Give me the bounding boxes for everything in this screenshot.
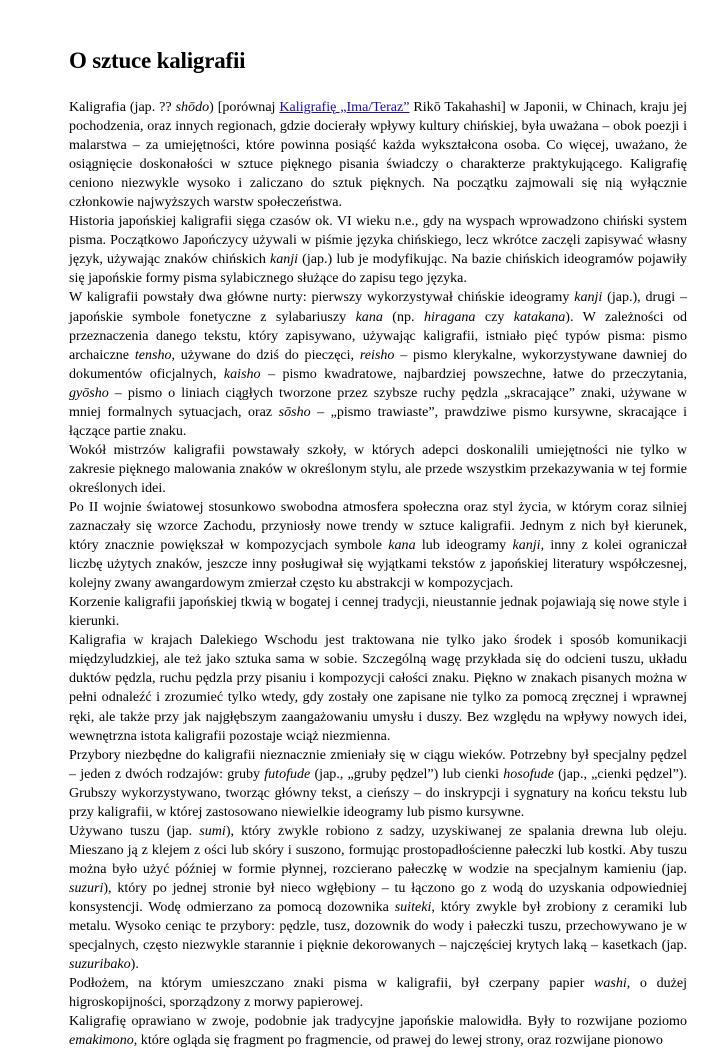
italic-term: gyōsho bbox=[69, 384, 109, 401]
text-run: ). W zależności od przeznaczenia danego tekstu, który zapisywano, używając kaligrafii, istniało pięć typów pisma: pismo archaiczne bbox=[69, 308, 687, 363]
paragraph bbox=[69, 98, 687, 212]
text-run: Używano tuszu (jap. bbox=[69, 822, 200, 839]
text-run: (jap., „gruby pędzel”) lub cienki bbox=[310, 765, 504, 782]
text-run: Kaligrafia (jap. ?? bbox=[69, 99, 176, 115]
italic-term: katakana bbox=[513, 308, 566, 325]
reference-link[interactable]: Kaligrafię „Ima/Teraz” bbox=[279, 99, 410, 115]
text-run: Kaligrafię oprawiano w zwoje, podobnie jak tradycyjne japońskie malowidła. Były to rozwijane poziomo bbox=[69, 1013, 687, 1030]
italic-term: suzuribako bbox=[69, 956, 131, 973]
text-run: ), który po jednej stronie był nieco wgłębiony – tu łączono go z wodą do uzyskania odpowiedniej konsystencji. Wodę odmierzano za pomocą dozownika bbox=[69, 879, 687, 915]
text-run: , które ogląda się fragment po fragmencie, od prawej do lewej strony, oraz rozwijane pionowo bbox=[133, 1032, 663, 1049]
italic-term: hiragana bbox=[423, 308, 476, 325]
text-run: Korzenie kaligrafii japońskiej tkwią w bogatej i cennej tradycji, nieustannie jednak pojawiają się nowe style i kierunki. bbox=[69, 594, 687, 630]
text-run: ). bbox=[130, 956, 139, 973]
article-body bbox=[69, 98, 687, 1050]
italic-term: reisho bbox=[359, 346, 395, 363]
text-run: Historia japońskiej kaligrafii sięga czasów ok. VI wieku n.e., gdy na wyspach wprowadzono chiński system pisma. Początkowo Japończycy używali w piśmie języka chińskiego, lecz wkrótce zaczęli zapisywać własny język, używając znaków chińskich bbox=[69, 213, 687, 268]
paragraph bbox=[69, 822, 687, 974]
text-run: (jap.) lub je modyfikując. Na bazie chińskich ideogramów pojawiły się japońskie formy pisma sylabicznego służące do zapisu tego języka. bbox=[69, 251, 687, 287]
text-run: , używane do dziś do pieczęci, bbox=[171, 346, 360, 363]
italic-term: kanji bbox=[269, 251, 299, 268]
italic-term: emakimono bbox=[69, 1032, 134, 1049]
italic-term: suzuri bbox=[69, 879, 104, 896]
paragraph bbox=[69, 974, 687, 1012]
text-run: Wokół mistrzów kaligrafii powstawały szkoły, w których adepci doskonalili umiejętności nie tylko w zakresie pięknego malowania znaków w określonym stylu, ale przede wszystkim przekazywania w tej formie określonych idei. bbox=[69, 441, 687, 496]
italic-term: washi bbox=[593, 975, 627, 992]
text-run: Po II wojnie światowej stosunkowo swobodna atmosfera społeczna oraz styl życia, w którym coraz silniej zaznaczały się wzorce Zachodu, przyniosły nowe trendy w sztuce kaligrafii. Jednym z nich był kierunek, który znacznie powiększał w kompozycjach symbole bbox=[69, 498, 687, 554]
text-run: – pismo kwadratowe, najbardziej powszechne, łatwe do przeczytania, bbox=[260, 365, 687, 382]
paragraph bbox=[69, 631, 687, 745]
paragraph bbox=[69, 288, 687, 440]
italic-term: suiteki bbox=[394, 898, 432, 915]
italic-term: sōsho bbox=[278, 403, 311, 420]
italic-term: futofude bbox=[264, 765, 311, 782]
paragraph bbox=[69, 212, 687, 288]
paragraph bbox=[69, 441, 687, 498]
italic-term: sumi bbox=[199, 822, 226, 839]
text-run: , o dużej higroskopijności, sporządzony z morwy papierowej. bbox=[69, 975, 688, 1011]
text-run: – „pismo trawiaste”, prawdziwe pismo kursywne, skracające i łączące partie znaku. bbox=[69, 403, 687, 439]
italic-term: tensho bbox=[134, 346, 172, 363]
document-page bbox=[69, 46, 687, 1050]
text-run: Przybory niezbędne do kaligrafii nieznacznie zmieniały się w ciągu wieków. Potrzebny był specjalny pędzel – jeden z dwóch rodzajów: gruby bbox=[69, 746, 687, 782]
italic-term: kanji bbox=[512, 537, 541, 554]
paragraph bbox=[69, 593, 687, 631]
italic-term: kaisho bbox=[223, 365, 261, 382]
text-run: ) [porównaj bbox=[209, 99, 280, 115]
text-run: Podłożem, na którym umieszczano znaki pisma w kaligrafii, był czerpany papier bbox=[69, 975, 594, 992]
paragraph bbox=[69, 498, 687, 593]
text-run: W kaligrafii powstały dwa główne nurty: pierwszy wykorzystywał chińskie ideogramy bbox=[69, 289, 575, 306]
text-run: , który zwykle był zrobiony z ceramiki lub metalu. Wysoko ceniąc te przybory: pędzle, tusz, dozownik do wody i pałeczki tuszu, przechowywano je w specjalnych, często niezwykle starannie i pięknie dekorowanych – najczęściej krytych laką – kasetkach (jap. bbox=[69, 898, 688, 954]
italic-term: shōdo bbox=[175, 99, 210, 115]
text-run: Rikō Takahashi] w Japonii, w Chinach, kraju jej pochodzenia, oraz innych regionach, gdzie docierały wpływy kultury chińskiej, była uważana – obok poezji i malarstwa – za umiejętności, które powinna posiąść każda wykształcona osoba. Co więcej, uważano, że osiągnięcie doskonałości w sztuce pięknego pisania świadczy o charakterze praktykującego. Kaligrafię ceniono niezwykle wysoko i zaliczano do sztuk pięknych. Na początku zajmowali się nią wyłącznie członkowie najwyższych warstw społeczeństwa. bbox=[69, 99, 688, 211]
paragraph bbox=[69, 1012, 687, 1050]
paragraph bbox=[69, 746, 687, 822]
text-run: (np. bbox=[382, 308, 424, 325]
text-run: – pismo o liniach ciągłych tworzone przez szybsze ruchy pędzla „skracające” znaki, używane w mniej formalnych sytuacjach, oraz bbox=[69, 384, 687, 420]
italic-term: kana bbox=[388, 537, 416, 554]
text-run: lub ideogramy bbox=[415, 537, 513, 554]
text-run: (jap.), drugi – japońskie symbole fonetyczne z sylabariuszy bbox=[69, 289, 688, 325]
text-run: (jap., „cienki pędzel”). Grubszy wykorzystywano, tworząc główny tekst, a cieńszy – do inskrypcji i sygnatury na końcu tekstu lub przy kaligrafii, w której zastosowano niewielkie ideogramy lub pismo kursywne. bbox=[69, 765, 688, 820]
text-run: , inny z kolei ograniczał liczbę użytych znaków, jeszcze inny posługiwał się wyjątkami tekstów z japońskiej literatury współczesnej, kolejny zwany awangardowym zmierzał często ku abstrakcji w kompozycjach. bbox=[69, 537, 687, 592]
italic-term: kana bbox=[355, 308, 383, 325]
text-run: – pismo klerykalne, wykorzystywane dawniej do dokumentów oficjalnych, bbox=[69, 346, 687, 382]
italic-term: kanji bbox=[574, 289, 603, 306]
page-title: O sztuce kaligrafii bbox=[69, 48, 246, 73]
italic-term: hosofude bbox=[503, 765, 554, 782]
text-run: Kaligrafia w krajach Dalekiego Wschodu jest traktowana nie tylko jako środek i sposób komunikacji międzyludzkiej, ale też jako sztuka sama w sobie. Szczególną wagę przykłada się do odcieni tuszu, układu duktów pędzla, ruchu pędzla przy pisaniu i kompozycji całości znaku. Piękno w znakach pisanych można w pełni odnaleźć i zrozumieć tylko wtedy, gdy zostały one zapisane nie tylko za pomocą zręcznej i wprawnej ręki, ale także przy jak najgłębszym zaangażowaniu umysłu i duszy. Bez względu na wpływy nowych idei, wewnętrzna istota kaligrafii pozostaje wciąż niezmienna. bbox=[69, 632, 687, 744]
text-run: ), który zwykle robiono z sadzy, uzyskiwanej ze spalania drewna lub oleju. Mieszano ją z klejem z ości lub skóry i suszono, formując prostopadłościenne pałeczki lub kostki. Aby tuszu można było użyć później w formie płynnej, rozcierano pałeczkę w wodzie na specjalnym kamieniu (jap. bbox=[69, 822, 687, 877]
text-run: czy bbox=[475, 308, 514, 325]
